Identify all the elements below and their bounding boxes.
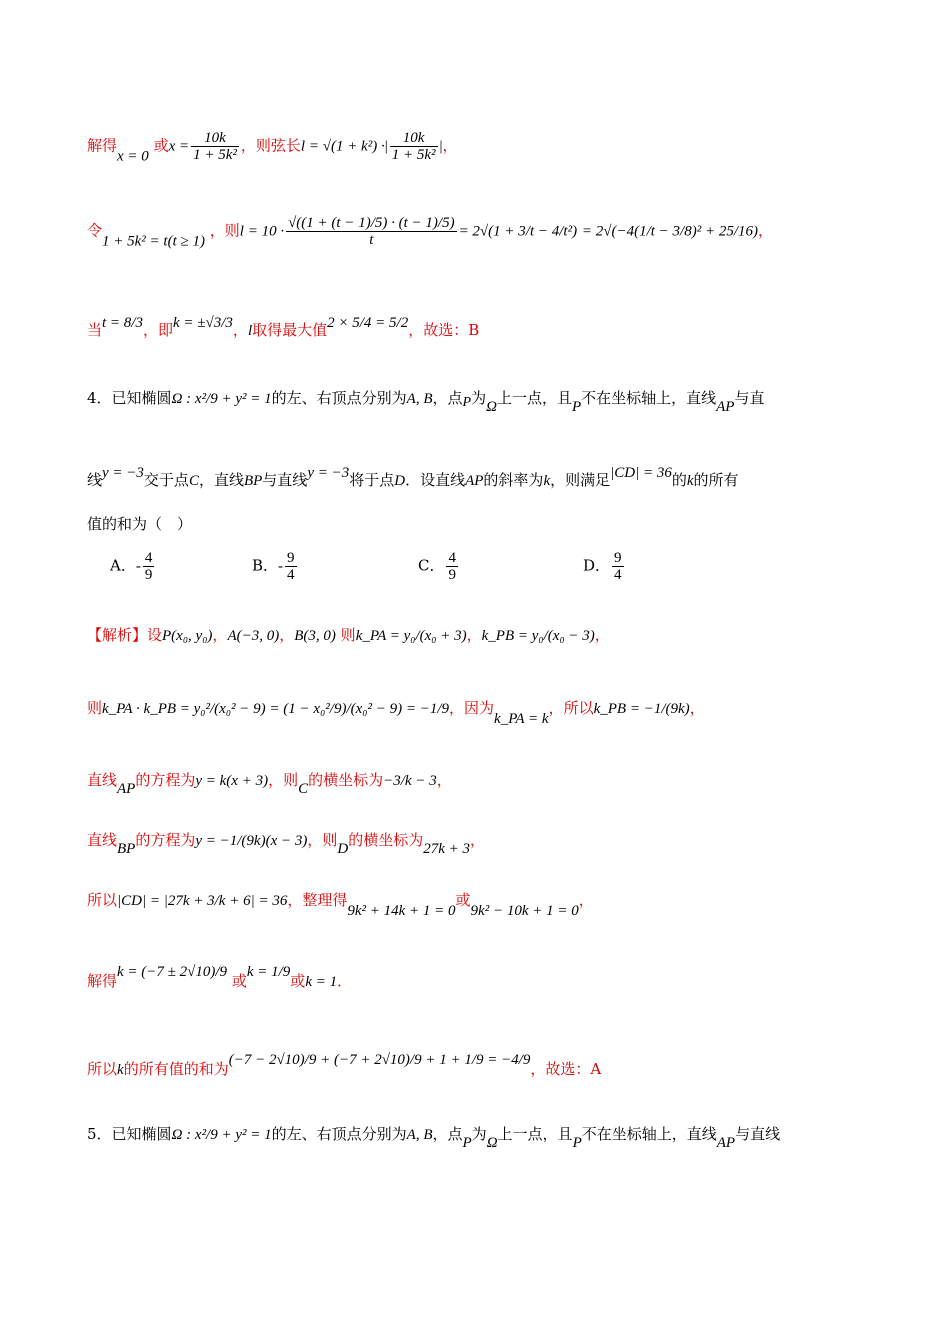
sign: - <box>278 558 284 575</box>
math: k = 1 <box>305 974 338 990</box>
text: ，直线 <box>198 471 244 489</box>
den: 1 + 5k² <box>193 147 237 163</box>
math: AP <box>465 473 484 489</box>
math-ellipse: Ω : x²/9 + y² = 1 <box>171 391 272 407</box>
text: ，则 <box>209 221 240 240</box>
frac <box>286 215 456 248</box>
analysis-label: 【解析】设 <box>87 626 163 644</box>
text: 或 <box>231 972 247 990</box>
num: 10k <box>191 130 239 147</box>
math: x = <box>168 138 190 155</box>
option-b[interactable] <box>252 550 299 583</box>
text: 或 <box>153 136 169 155</box>
text: 取得最大值 <box>252 321 328 339</box>
text: ， <box>689 699 705 717</box>
text: 与直 <box>734 389 765 407</box>
math: k = (−7 ± 2√10)/9 <box>117 964 228 980</box>
sol3-line3 <box>87 313 870 341</box>
text: 的斜率为 <box>483 471 544 489</box>
text: 所以 <box>87 891 118 909</box>
math: k <box>543 473 551 489</box>
text: ， <box>594 626 610 644</box>
sol3-line2 <box>87 215 870 252</box>
text: ，则 <box>307 831 338 849</box>
text: 不在坐标轴上，直线 <box>581 1125 717 1143</box>
option-label: D． <box>583 556 611 575</box>
text: 已知椭圆 <box>111 389 172 407</box>
text: 解得 <box>87 972 118 990</box>
text: ， <box>436 771 452 789</box>
den: t <box>369 232 374 248</box>
text: ，故选：B <box>408 321 480 339</box>
math: P <box>462 1135 472 1151</box>
math: Ω <box>486 1135 498 1151</box>
option-label: A． <box>110 556 136 575</box>
text: 与直线 <box>262 471 308 489</box>
math: y = −3 <box>102 465 144 481</box>
math: P <box>462 395 472 410</box>
q4-line1 <box>87 388 870 417</box>
den: 1 + 5k² <box>391 147 436 163</box>
math: t = 8/3 <box>102 315 143 331</box>
math: = 2√(−4(1/t − 3/8)² + 25/16) <box>581 223 758 240</box>
math: k_PA · k_PB = y₀²/(x₀² − 9) = (1 − x₀²/9)/(x₀² − 9) = −1/9 <box>102 701 450 717</box>
math: l <box>247 323 253 339</box>
math: |CD| = |27k + 3/k + 6| = 36 <box>117 893 288 909</box>
math: Ω <box>486 399 497 415</box>
option-d[interactable] <box>583 550 626 583</box>
q4-line3 <box>87 514 870 534</box>
math: k_PA = y₀/(x₀ + 3) <box>355 628 467 644</box>
text: 的左、右顶点分别为 <box>271 389 407 407</box>
den: 4 <box>287 567 295 583</box>
sol4-line3 <box>87 770 870 799</box>
sol4-line1 <box>87 625 870 646</box>
math: AP <box>117 781 136 797</box>
text: ， <box>212 626 228 644</box>
text: ， <box>470 831 486 849</box>
abs-bar: | <box>439 138 443 155</box>
q4-line2 <box>87 463 870 491</box>
math: AP <box>716 399 735 415</box>
option-label: C． <box>418 556 445 575</box>
frac <box>285 550 297 583</box>
sign: - <box>135 558 141 575</box>
sol4-line6 <box>87 962 870 992</box>
text: ，所以 <box>548 699 594 717</box>
math: l = 10 · <box>239 223 285 240</box>
text: ， <box>757 221 773 240</box>
math: P <box>572 1135 582 1151</box>
text: 将于点 <box>349 471 395 489</box>
math: k_PB = −1/(9k) <box>593 701 690 717</box>
sol4-line7 <box>87 1050 870 1080</box>
math: (−7 − 2√10)/9 + (−7 + 2√10)/9 + 1 + 1/9 = −4/9 <box>228 1052 531 1068</box>
text: ，整理得 <box>287 891 348 909</box>
text: 的左、右顶点分别为 <box>271 1125 407 1143</box>
math: 9k² − 10k + 1 = 0 <box>470 903 579 919</box>
math: = 2√(1 + 3/t − 4/t²) <box>458 223 578 240</box>
text: ， <box>578 891 594 909</box>
math: 27k + 3 <box>423 841 471 857</box>
text: ，则弦长 <box>240 136 301 155</box>
math: P <box>571 399 582 415</box>
text: 所以 <box>87 1060 118 1078</box>
math: A(−3, 0) <box>227 628 280 644</box>
text: 已知椭圆 <box>111 1125 172 1143</box>
num: 9 <box>287 550 295 566</box>
math: −3/k − 3 <box>383 773 437 789</box>
math: BP <box>243 473 263 489</box>
option-a[interactable] <box>110 550 156 583</box>
math: 9k² + 14k + 1 = 0 <box>347 903 456 919</box>
text: ， <box>279 626 295 644</box>
sol4-line2 <box>87 698 870 729</box>
text: ，点 <box>432 1125 463 1143</box>
text: ，即 <box>142 321 173 339</box>
math-sub: 1 + 5k² = t(t ≥ 1) <box>102 233 205 250</box>
math: A, B <box>406 391 433 407</box>
option-c[interactable] <box>418 550 460 583</box>
math-x0: x = 0 <box>117 148 149 165</box>
math: 2 × 5/4 = 5/2 <box>327 315 409 331</box>
text: 令 <box>87 221 103 240</box>
text: 则 <box>340 626 356 644</box>
frac <box>612 550 624 583</box>
text: 上一点，且 <box>496 389 572 407</box>
text: ，因为 <box>449 699 495 717</box>
text: 直线 <box>87 831 118 849</box>
text: 的所有值的和为 <box>123 1060 229 1078</box>
text: ， <box>466 626 482 644</box>
text: ， <box>232 321 248 339</box>
text: 线 <box>87 471 103 489</box>
text: 与直线 <box>735 1125 781 1143</box>
math: A, B <box>406 1127 433 1143</box>
den: 9 <box>144 567 153 583</box>
den: 4 <box>614 567 622 583</box>
math: D <box>394 473 406 489</box>
text: 交于点 <box>143 471 189 489</box>
math: |CD| = 36 <box>610 465 672 481</box>
q5-line1 <box>87 1124 870 1153</box>
text: 或 <box>290 972 306 990</box>
num: 4 <box>448 550 456 566</box>
text: ． <box>337 972 353 990</box>
text: ，故选：A <box>530 1060 602 1078</box>
math: k <box>117 1062 124 1078</box>
text: ，则满足 <box>550 471 611 489</box>
math: D <box>337 841 349 857</box>
math: k = 1/9 <box>246 964 291 980</box>
text: ，则 <box>268 771 299 789</box>
text: 则 <box>87 699 103 717</box>
math: P(x₀, y₀) <box>162 628 213 644</box>
sol4-line5 <box>87 890 870 921</box>
text: 为 <box>471 389 487 407</box>
text: 上一点，且 <box>497 1125 573 1143</box>
text: 不在坐标轴上，直线 <box>581 389 717 407</box>
math: y = −1/(9k)(x − 3) <box>195 833 308 849</box>
den: 9 <box>448 567 456 583</box>
text: 当 <box>87 321 103 339</box>
text: ，点 <box>432 389 463 407</box>
text: ， <box>442 136 458 155</box>
sol3-line1 <box>87 130 870 167</box>
question-number: 5． <box>87 1125 112 1143</box>
text: ．设直线 <box>405 471 466 489</box>
math: BP <box>117 841 136 857</box>
text: 的所有 <box>693 471 739 489</box>
math-chord: l = √(1 + k²) · <box>300 138 385 155</box>
math: C <box>298 781 309 797</box>
text: 的横坐标为 <box>308 771 384 789</box>
math: k_PB = y₀/(x₀ − 3) <box>481 628 595 644</box>
abs-bar: | <box>384 138 388 155</box>
question-number: 4． <box>87 389 112 407</box>
text: 为 <box>471 1125 487 1143</box>
math: k_PA = k <box>494 711 549 727</box>
math: AP <box>716 1135 736 1151</box>
math-ellipse: Ω : x²/9 + y² = 1 <box>171 1127 272 1143</box>
text: 或 <box>455 891 471 909</box>
text: 的方程为 <box>135 831 196 849</box>
math: y = −3 <box>307 465 350 481</box>
frac <box>191 130 239 163</box>
frac <box>390 130 438 163</box>
text: 解得 <box>87 136 118 155</box>
math: k <box>686 473 694 489</box>
sol4-line4 <box>87 830 870 859</box>
frac <box>143 550 155 583</box>
math: C <box>188 473 199 489</box>
text: 的 <box>671 471 687 489</box>
num: 4 <box>144 550 153 566</box>
math: k = ±√3/3 <box>173 315 233 331</box>
option-label: B． <box>252 556 279 575</box>
num: 9 <box>614 550 622 566</box>
math: B(3, 0) <box>294 628 336 644</box>
frac <box>446 550 458 583</box>
text: 的横坐标为 <box>348 831 424 849</box>
math: y = k(x + 3) <box>195 773 269 789</box>
num: √((1 + (t − 1)/5) · (t − 1)/5) <box>288 215 455 231</box>
text: 值的和为（ ） <box>87 515 193 533</box>
num: 10k <box>390 130 438 147</box>
text: 的方程为 <box>135 771 196 789</box>
text: 直线 <box>87 771 118 789</box>
